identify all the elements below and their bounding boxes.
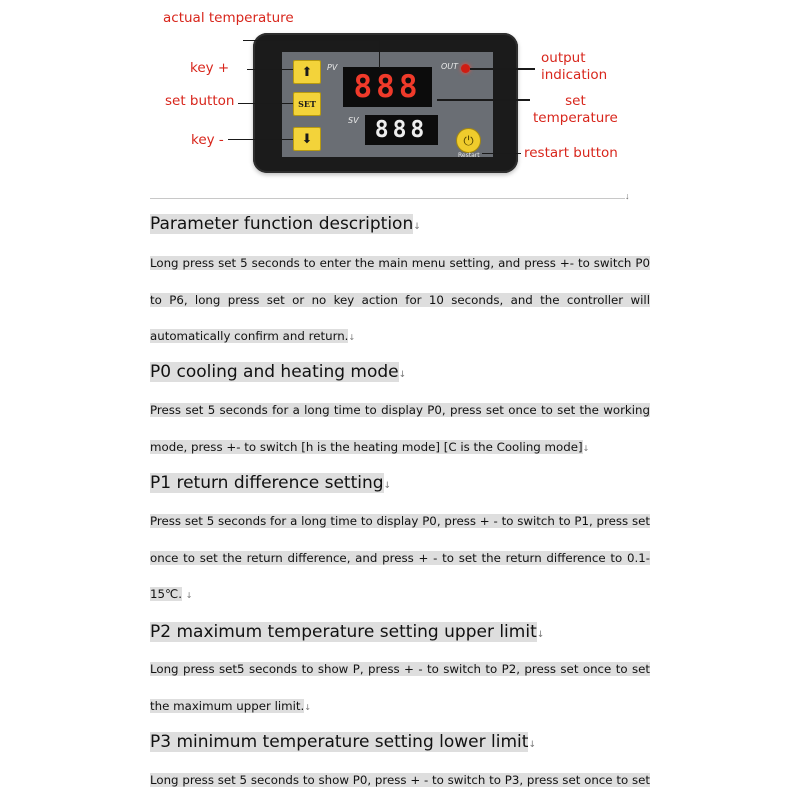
- paragraph-mark-icon: ↓: [625, 191, 630, 201]
- paragraph-p1-return-difference: [150, 503, 650, 613]
- label-set-temperature: [533, 93, 618, 127]
- heading-p3-min-temperature-lower-limit: [150, 730, 536, 757]
- text-line: 15℃. ↓: [150, 587, 193, 601]
- set-temperature-display: 888: [365, 115, 438, 145]
- paragraph-mark-icon: ↓: [398, 370, 407, 380]
- label-output-indication: [541, 50, 607, 84]
- paragraph-p2-max-temperature-upper-limit: [150, 651, 650, 724]
- label-actual-temperature: actual temperature: [163, 10, 294, 26]
- pv-tag: PV: [327, 63, 338, 72]
- actual-temperature-display: 888: [343, 67, 432, 107]
- text-line: to P6, long press set or no key action for 10 seconds, and the controller will: [150, 292, 650, 307]
- leader-output-indication: [470, 68, 535, 70]
- out-tag: OUT: [441, 62, 459, 71]
- key-minus-button[interactable]: ⬇: [293, 127, 321, 151]
- heading-p2-max-temperature-upper-limit: [150, 620, 544, 647]
- label-output-indication-line1: output: [541, 50, 586, 66]
- paragraph-p0-cooling-heating-mode: [150, 392, 650, 465]
- leader-set-temperature: [437, 99, 530, 101]
- leader-set-button: [238, 103, 293, 104]
- sv-tag: SV: [348, 116, 359, 125]
- heading-text: P3 minimum temperature setting lower limit: [150, 732, 529, 752]
- heading-text: Parameter function description: [150, 214, 414, 234]
- paragraph-mark-icon: ↓: [528, 740, 536, 750]
- text-line: Long press set 5 seconds to show P0, press + - to switch to P3, press set once to set: [150, 773, 650, 787]
- text-line: Press set 5 seconds for a long time to display P0, press set once to set the working: [150, 403, 650, 417]
- text-line: mode, press +- to switch [h is the heating mode] [C is the Cooling mode]↓: [150, 439, 590, 454]
- controller-diagram: [0, 0, 800, 200]
- label-restart-button: restart button: [524, 145, 618, 161]
- heading-text: P1 return difference setting: [150, 473, 384, 493]
- leader-actual-temperature-horizontal: [243, 40, 380, 41]
- paragraph-parameter-function-description: [150, 245, 650, 355]
- text-line: automatically confirm and return.↓: [150, 329, 356, 343]
- text-line: Long press set 5 seconds to enter the main menu setting, and press +- to switch P0: [150, 256, 650, 270]
- label-set-temperature-line2: temperature: [533, 110, 618, 126]
- paragraph-mark-icon: ↓: [185, 591, 193, 600]
- paragraph-mark-icon: ↓: [582, 443, 590, 453]
- heading-p0-cooling-heating-mode: [150, 360, 406, 387]
- leader-actual-temperature-vertical: [379, 40, 380, 68]
- paragraph-mark-icon: ↓: [348, 333, 356, 342]
- heading-parameter-function-description: [150, 212, 421, 239]
- paragraph-mark-icon: ↓: [304, 702, 312, 712]
- separator-line: [150, 198, 625, 199]
- key-plus-button[interactable]: ⬆: [293, 60, 321, 84]
- heading-text: P0 cooling and heating mode: [150, 362, 399, 382]
- paragraph-mark-icon: ↓: [536, 630, 545, 640]
- leader-key-minus: [228, 139, 293, 140]
- label-set-temperature-line1: set: [565, 93, 586, 109]
- text-line: once to set the return difference, and press + - to set the return difference to 0.1-: [150, 550, 650, 565]
- label-output-indication-line2: indication: [541, 67, 608, 83]
- leader-key-plus: [247, 69, 293, 70]
- leader-restart-button: [482, 153, 521, 154]
- restart-tag: Restart: [458, 152, 480, 159]
- set-button[interactable]: SET: [293, 92, 321, 116]
- text-line: the maximum upper limit.↓: [150, 698, 312, 713]
- paragraph-p3-min-temperature-lower-limit: [150, 762, 650, 799]
- paragraph-mark-icon: ↓: [413, 222, 421, 232]
- heading-p1-return-difference: [150, 471, 391, 498]
- restart-button[interactable]: ⏻: [456, 128, 481, 153]
- text-line: Press set 5 seconds for a long time to display P0, press + - to switch to P1, press set: [150, 514, 650, 528]
- text-line: Long press set5 seconds to show P, press + - to switch to P2, press set once to set: [150, 662, 650, 676]
- label-key-minus: key -: [191, 132, 224, 148]
- label-key-plus: key +: [190, 60, 230, 76]
- label-set-button: set button: [165, 93, 235, 109]
- output-led-indicator: [461, 64, 470, 73]
- paragraph-mark-icon: ↓: [383, 481, 392, 491]
- heading-text: P2 maximum temperature setting upper limit: [150, 622, 537, 642]
